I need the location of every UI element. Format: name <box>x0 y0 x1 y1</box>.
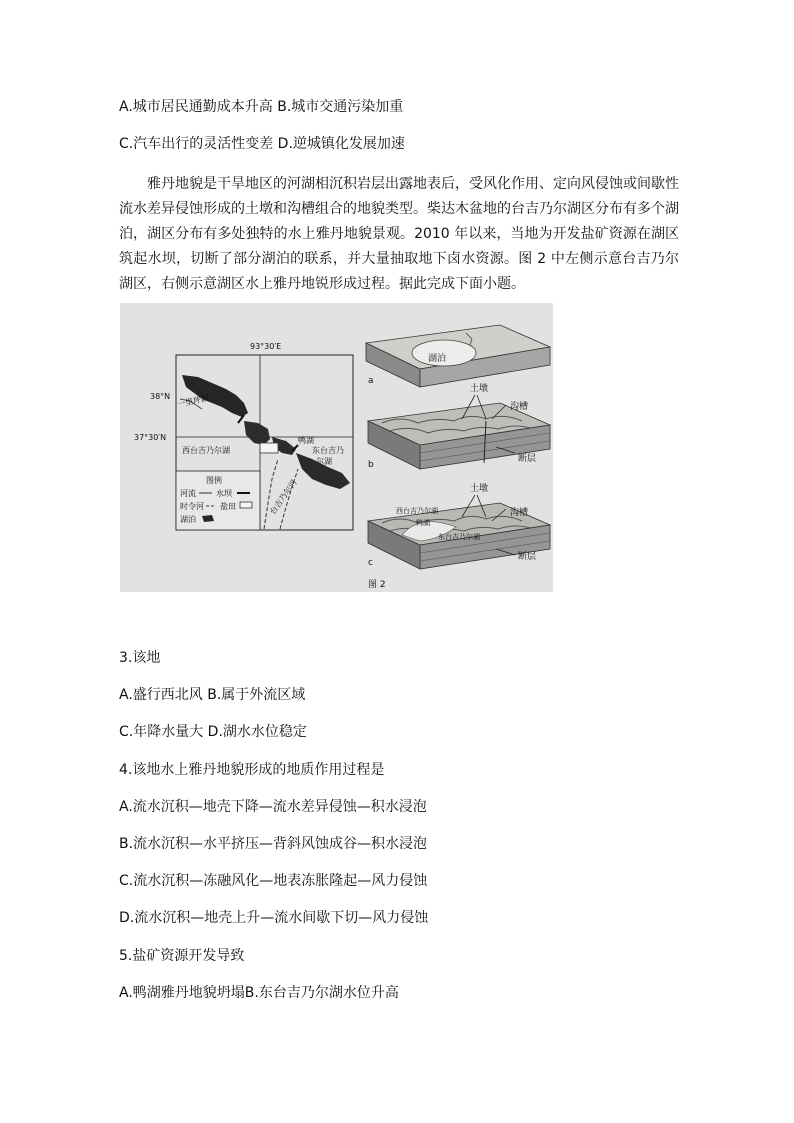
q4-option-c: C.流水沉积—冻融风化—地表冻胀隆起—风力侵蚀 <box>119 873 428 889</box>
block-a-letter: a <box>368 376 374 386</box>
block-b-fault-label: 断层 <box>518 454 537 464</box>
q5-options-ab: A.鸭湖雅丹地貌坍塌B.东台吉乃尔湖水位升高 <box>119 985 399 1001</box>
figure-caption: 图 2 <box>368 580 386 590</box>
label-yilipinghu: 一里坪湖 <box>176 393 210 409</box>
q4-stem: 4.该地水上雅丹地貌形成的地质作用过程是 <box>119 762 385 778</box>
block-c-inset-dongtai: 东台吉乃尔湖 <box>438 533 480 541</box>
block-b <box>368 382 550 470</box>
q2-options-cd: C.汽车出行的灵活性变差 D.逆城镇化发展加速 <box>119 136 405 152</box>
q4-option-a: A.流水沉积—地壳下降—流水差异侵蚀—积水浸泡 <box>119 799 427 815</box>
block-c <box>368 482 550 569</box>
block-a-lake-label: 湖泊 <box>428 354 447 364</box>
legend-salt-field: 盐田 <box>220 502 236 511</box>
block-b-letter: b <box>368 460 374 470</box>
legend-seasonal-river: 时令河 <box>180 502 204 511</box>
block-c-trough-label: 沟槽 <box>510 508 529 518</box>
block-c-mound-label: 土墩 <box>470 484 489 494</box>
block-c-letter: c <box>368 558 373 568</box>
legend-title: 图例 <box>206 476 222 485</box>
q4-option-b: B.流水沉积—水平挤压—背斜风蚀成谷—积水浸泡 <box>119 836 428 852</box>
figure-2 <box>120 303 553 592</box>
label-xitai: 西台吉乃尔湖 <box>182 446 230 455</box>
map-panel <box>134 342 353 530</box>
block-c-fault-label: 断层 <box>518 552 537 562</box>
block-c-inset-xitai: 西台吉乃尔湖 <box>396 507 438 515</box>
q2-options-ab: A.城市居民通勤成本升高 B.城市交通污染加重 <box>119 99 404 115</box>
q3-options-ab: A.盛行西北风 B.属于外流区域 <box>119 687 306 703</box>
block-c-inset-yahu: 鸭湖 <box>416 519 430 527</box>
block-a <box>366 325 550 387</box>
legend-lake: 湖泊 <box>180 515 196 524</box>
q3-stem: 3.该地 <box>119 650 161 666</box>
lat-top-label: 38°N <box>150 392 171 401</box>
legend-river: 河流 <box>180 489 196 498</box>
passage-paragraph: 雅丹地貌是干旱地区的河湖相沉积岩层出露地表后，受风化作用、定向风侵蚀或间歇性流水差异侵蚀形成的土墩和沟槽组合的地貌类型。柴达木盆地的台吉乃尔湖区分布有多个湖泊，湖区分布有多处独特的水上雅丹地貌景观。2010 年以来，当地为开发盐矿资源在湖区筑起水坝，切断了部分湖泊的联系，并大量抽取地下卤水资源。图 2 中左侧示意台吉乃尔湖区，右侧示意湖区水上雅丹地锐形成过程。据此完成下面小题。 <box>119 176 679 292</box>
q3-options-cd: C.年降水量大 D.湖水水位稳定 <box>119 724 307 740</box>
label-dongtai-2: 尔湖 <box>316 457 332 466</box>
q5-stem: 5.盐矿资源开发导致 <box>119 948 245 964</box>
map-legend <box>176 471 260 530</box>
label-river: 台吉乃尔河 <box>268 478 299 517</box>
block-b-trough-label: 沟槽 <box>510 402 529 412</box>
block-b-mound-label: 土墩 <box>470 384 489 394</box>
figure-2-drawing <box>120 303 553 592</box>
label-yahu: 鸭湖 <box>298 436 314 445</box>
label-dongtai-1: 东台吉乃 <box>312 446 344 455</box>
lon-label: 93°30′E <box>250 342 282 351</box>
lat-bottom-label: 37°30′N <box>134 433 167 442</box>
lake-xitai-shape <box>244 421 270 445</box>
q4-option-d: D.流水沉积—地壳上升—流水间歇下切—风力侵蚀 <box>119 910 429 926</box>
legend-dam: 水坝 <box>216 489 232 498</box>
